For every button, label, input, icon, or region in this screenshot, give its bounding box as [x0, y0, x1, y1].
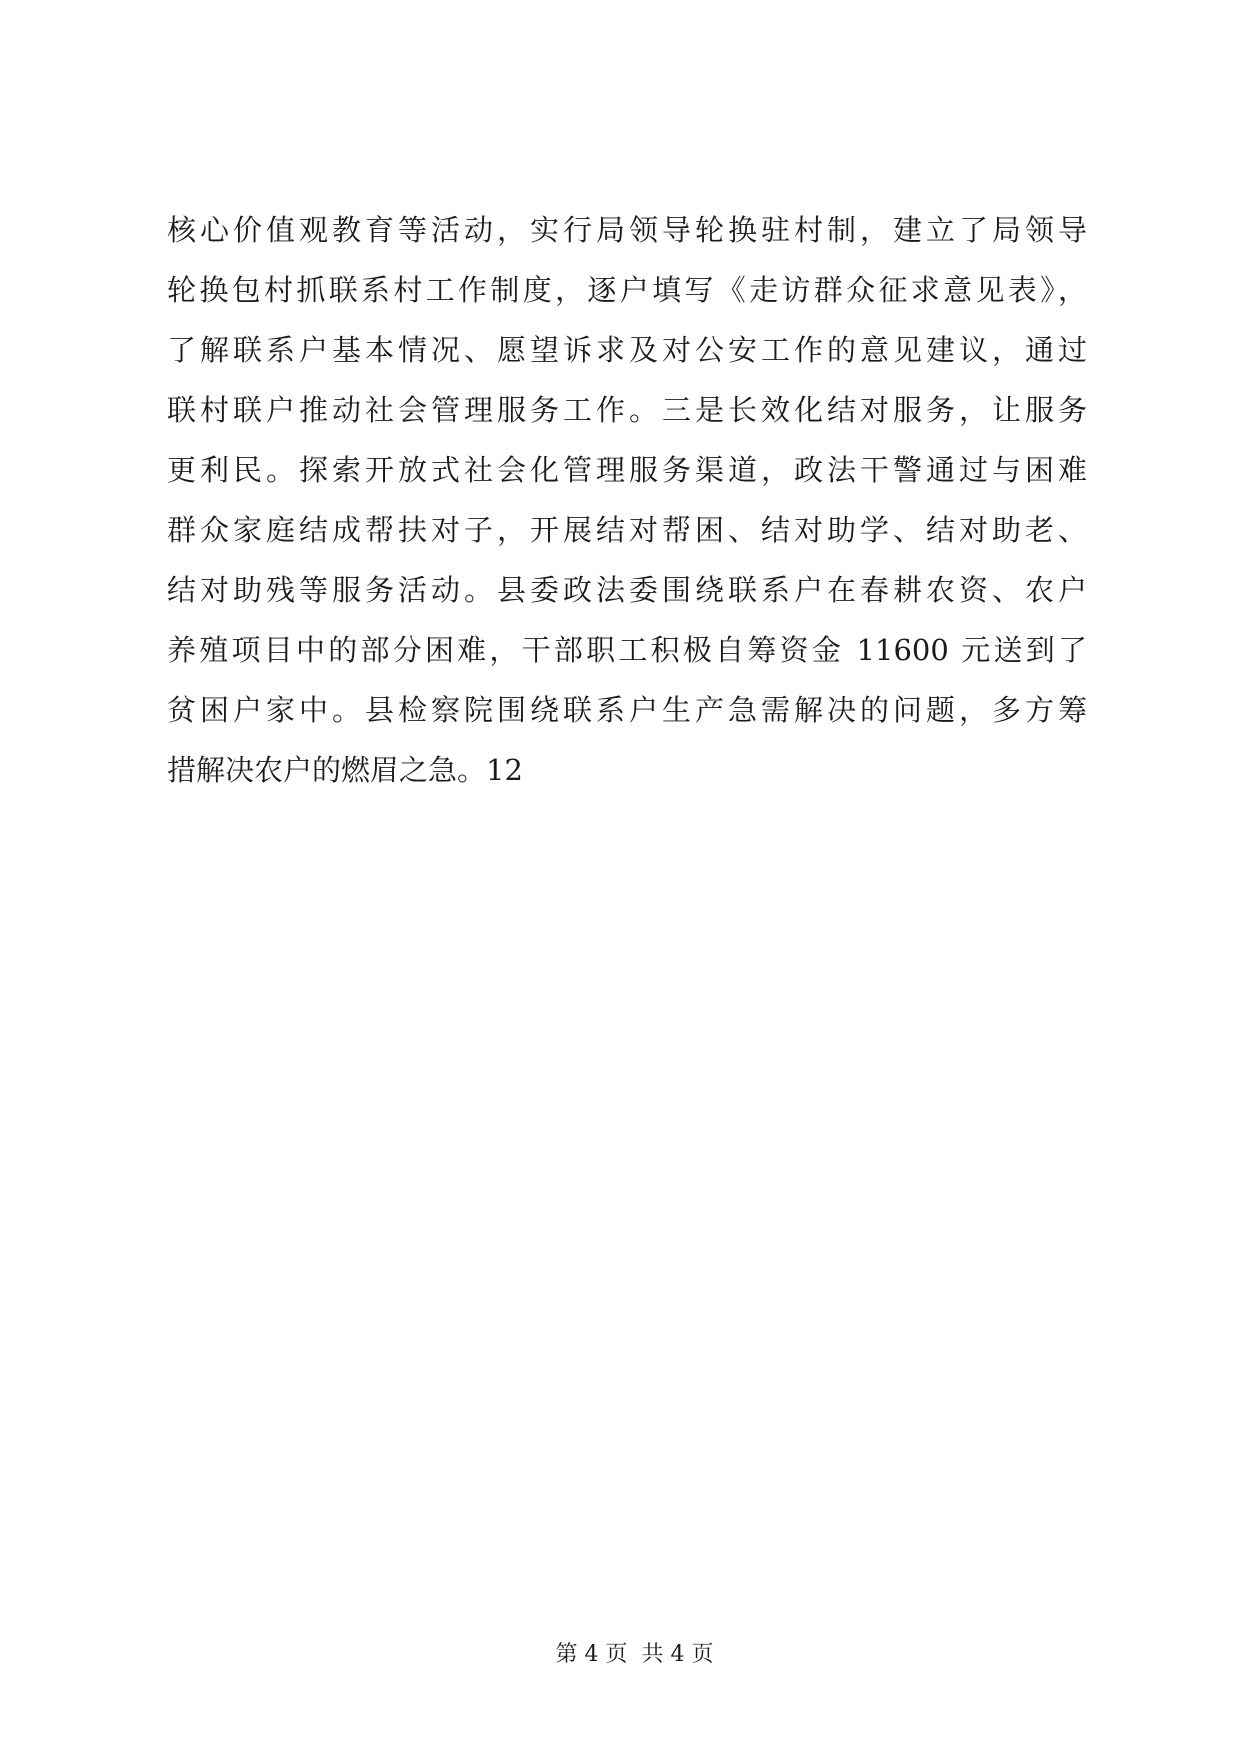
- text-line: 轮换包村抓联系村工作制度，逐户填写《走访群众征求意见表》，: [167, 273, 1087, 307]
- text-line: 结对助残等服务活动。县委政法委围绕联系户在春耕农资、农户: [167, 573, 1087, 607]
- page-footer: [0, 1610, 1241, 1700]
- page-number-label: 第 4 页 共 4 页: [555, 1642, 714, 1667]
- text-line: 了解联系户基本情况、愿望诉求及对公安工作的意见建议，通过: [167, 333, 1087, 367]
- text-line: 养殖项目中的部分困难，干部职工积极自筹资金 11600 元送到了: [167, 633, 1087, 667]
- text-line: 更利民。探索开放式社会化管理服务渠道，政法干警通过与困难: [167, 453, 1087, 487]
- text-line: 措解决农户的燃眉之急。12: [167, 753, 523, 787]
- text-line: 核心价值观教育等活动，实行局领导轮换驻村制，建立了局领导: [167, 213, 1087, 247]
- text-line: 贫困户家中。县检察院围绕联系户生产急需解决的问题，多方筹: [167, 693, 1087, 727]
- text-line: 联村联户推动社会管理服务工作。三是长效化结对服务，让服务: [167, 393, 1087, 427]
- body-paragraph: [167, 200, 1087, 800]
- text-line: 群众家庭结成帮扶对子，开展结对帮困、结对助学、结对助老、: [167, 513, 1087, 547]
